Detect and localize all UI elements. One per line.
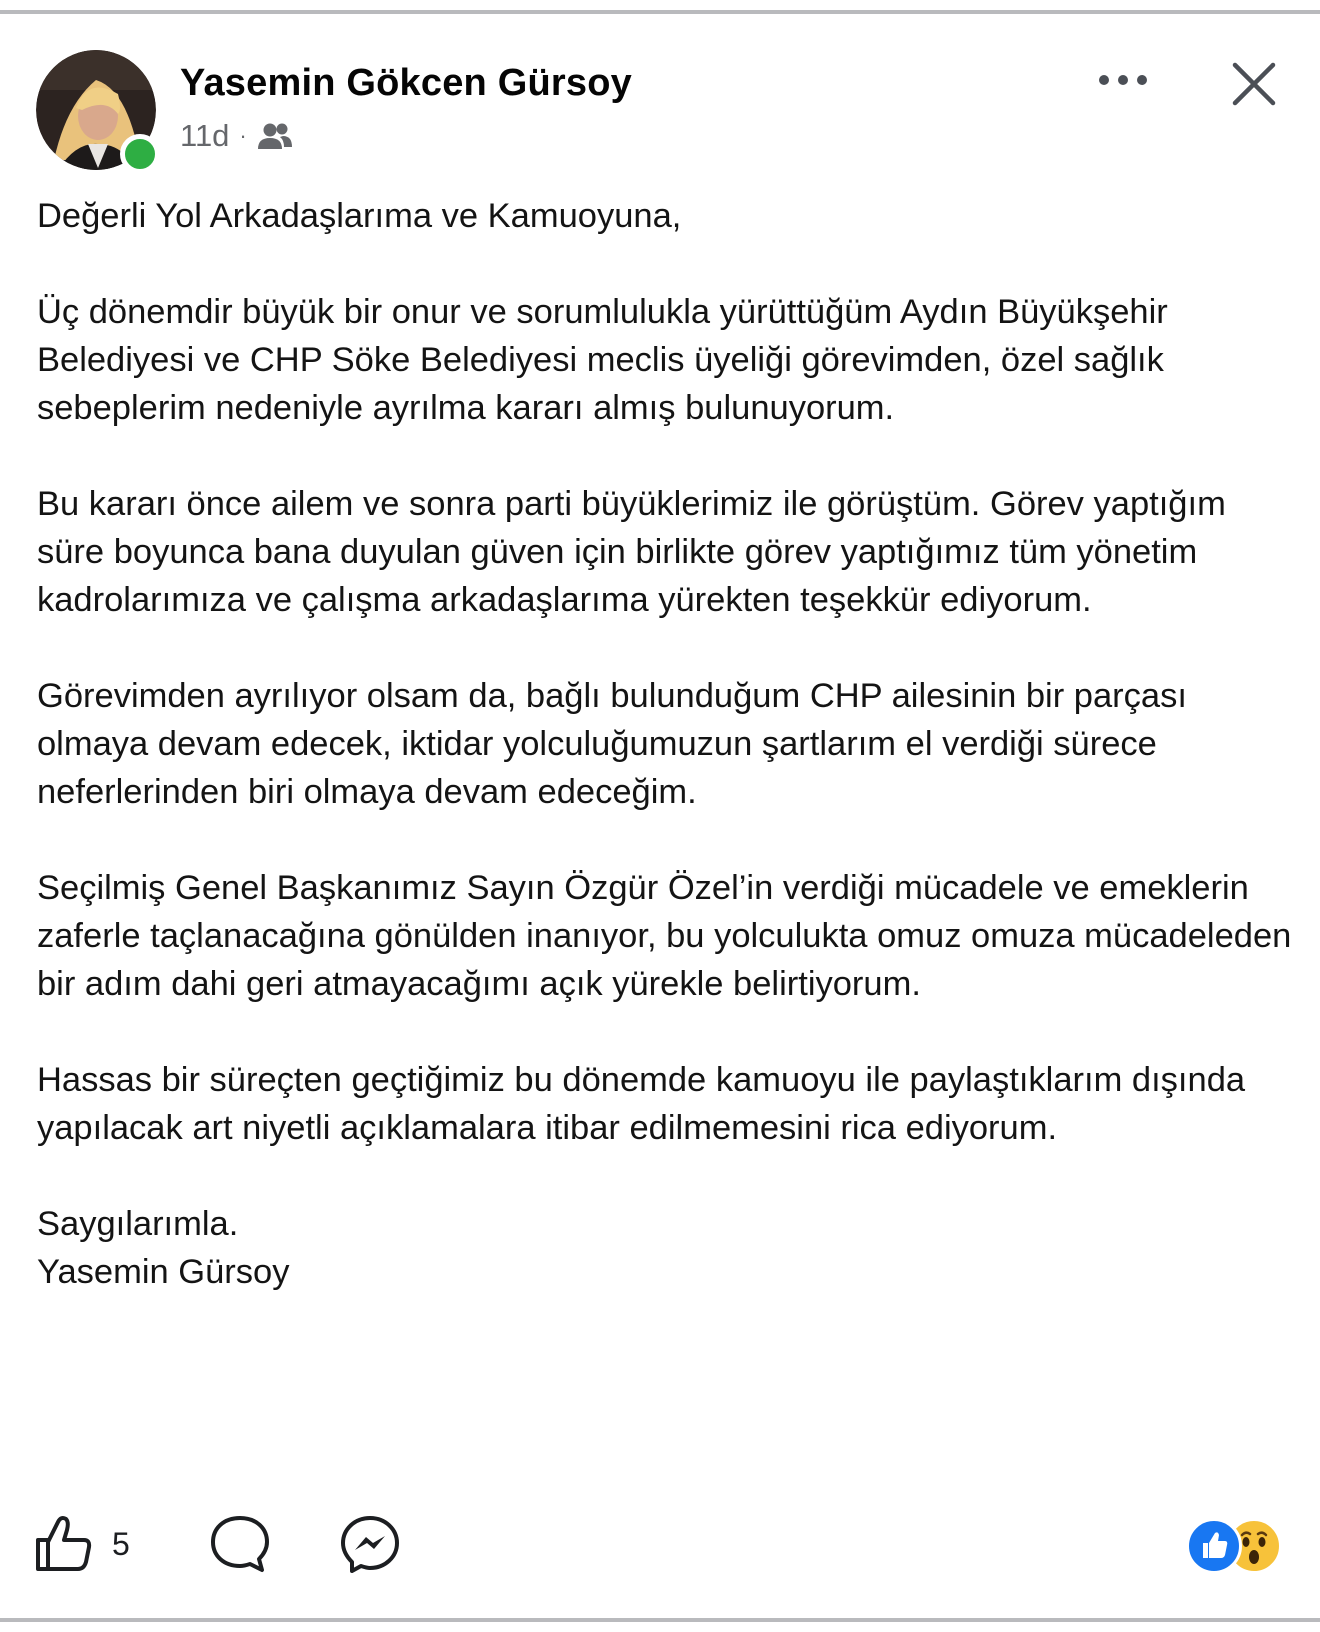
comment-button[interactable] (210, 1514, 270, 1579)
post-meta (180, 116, 293, 156)
post-paragraph: Üç dönemdir büyük bir onur ve sorumlulukla yürüttüğüm Aydın Büyükşehir Belediyesi ve CHP Söke Belediyesi meclis üyeliği görevimden, özel sağlık sebeplerim nedeniyle ayrılma kararı almış bulunuyorum. (37, 293, 1168, 427)
send-message-button[interactable] (340, 1514, 400, 1579)
post-paragraph: Görevimden ayrılıyor olsam da, bağlı bulunduğum CHP ailesinin bir parçası olmaya devam edecek, iktidar yolculuğumuzun şartlarım el verdiği sürece neferlerinden biri olmaya devam edeceğim. (37, 677, 1187, 811)
post-signature: Yasemin Gürsoy (37, 1253, 290, 1291)
like-reaction-icon (1186, 1518, 1242, 1574)
post-paragraph: Seçilmiş Genel Başkanımız Sayın Özgür Özel’in verdiği mücadele ve emeklerin zaferle taçlanacağına gönülden inanıyor, bu yolculukta omuz omuza mücadeleden bir adım dahi geri atmayacağımı açık yürekle belirtiyorum. (37, 869, 1292, 1003)
comment-bubble-icon (210, 1514, 270, 1574)
meta-separator: · (239, 123, 247, 148)
author-avatar[interactable] (36, 50, 156, 170)
post-paragraph: Bu kararı önce ailem ve sonra parti büyüklerimiz ile görüştüm. Görev yaptığım süre boyunca bana duyulan güven için birlikte görev yaptığımız tüm yönetim kadrolarımıza ve çalışma arkadaşlarıma yürekten teşekkür ediyorum. (37, 485, 1226, 619)
post-closing: Saygılarımla. (37, 1205, 239, 1243)
ellipsis-icon (1098, 74, 1148, 86)
post-paragraph: Hassas bir süreçten geçtiğimiz bu dönemde kamuoyu ile paylaştıklarım dışında yapılacak art niyetli açıklamalara itibar edilmemesini rica ediyorum. (37, 1061, 1246, 1147)
post-signature-block (37, 1200, 1299, 1296)
reaction-summary[interactable] (1186, 1518, 1286, 1572)
post-actions-bar (0, 1500, 1320, 1590)
messenger-icon (340, 1514, 400, 1574)
author-name[interactable]: Yasemin Gökcen Gürsoy (180, 62, 632, 104)
close-icon (1232, 62, 1276, 106)
thumbs-up-icon (34, 1514, 94, 1574)
close-button[interactable] (1224, 54, 1284, 114)
online-status-dot (120, 134, 160, 174)
bottom-divider (0, 1618, 1320, 1632)
post-text (37, 192, 1299, 1296)
post-header (0, 0, 1320, 190)
post-timestamp[interactable]: 11d (180, 118, 230, 153)
like-button[interactable] (34, 1514, 130, 1574)
more-options-button[interactable] (1090, 60, 1156, 100)
post-paragraph: Değerli Yol Arkadaşlarıma ve Kamuoyuna, (37, 197, 682, 235)
friends-icon[interactable] (257, 121, 293, 151)
like-count: 5 (112, 1525, 130, 1562)
